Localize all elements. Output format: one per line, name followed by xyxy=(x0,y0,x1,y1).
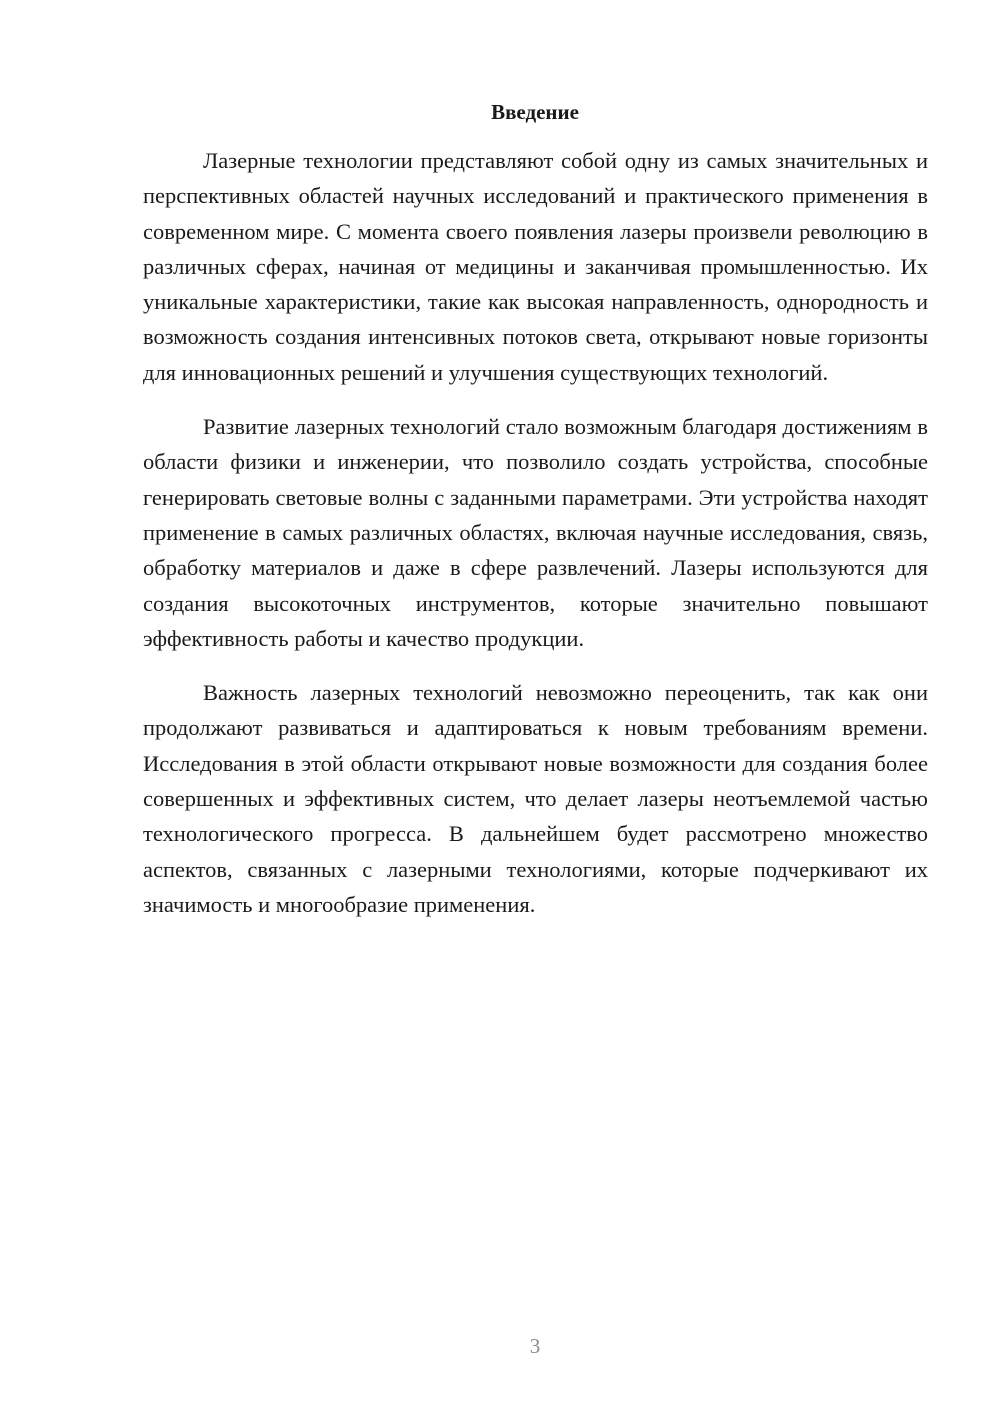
paragraph-2: Развитие лазерных технологий стало возможным благодаря достижениям в области физики и инженерии, что позволило создать устройства, способные генерировать световые волны с заданными параметрами. Эти устройства находят применение в самых различных областях, включая научные исследования, связь, обработку материалов и даже в сфере развлечений. Лазеры используются для создания высокоточных инструментов, которые значительно повышают эффективность работы и качество продукции. xyxy=(143,414,928,651)
section-title: Введение xyxy=(491,100,579,124)
page-number: 3 xyxy=(529,1334,541,1358)
body-text xyxy=(143,143,928,941)
paragraph-3: Важность лазерных технологий невозможно переоценить, так как они продолжают развиваться и адаптироваться к новым требованиям времени. Исследования в этой области открывают новые возможности для создания более совершенных и эффективных систем, что делает лазеры неотъемлемой частью технологического прогресса. В дальнейшем будет рассмотрено множество аспектов, связанных с лазерными технологиями, которые подчеркивают их значимость и многообразие применения. xyxy=(143,680,928,917)
paragraph-1: Лазерные технологии представляют собой одну из самых значительных и перспективных областей научных исследований и практического применения в современном мире. С момента своего появления лазеры произвели революцию в различных сферах, начиная от медицины и заканчивая промышленностью. Их уникальные характеристики, такие как высокая направленность, однородность и возможность создания интенсивных потоков света, открывают новые горизонты для инновационных решений и улучшения существующих технологий. xyxy=(143,148,928,385)
